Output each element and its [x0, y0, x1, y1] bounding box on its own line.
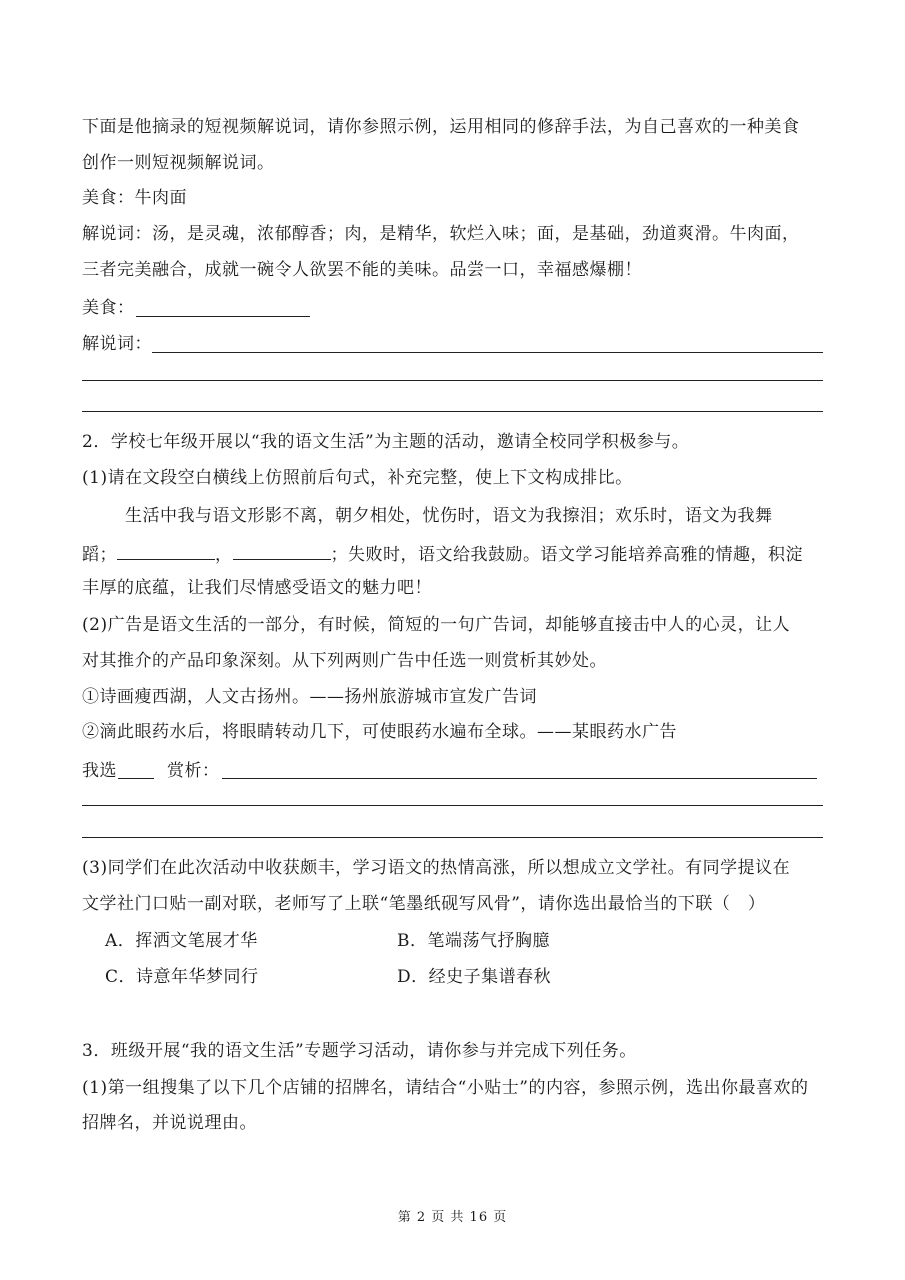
q2-part2-line-1: (2)广告是语文生活的一部分，有时候，简短的一句广告词，却能够直接击中人的心灵，让人 [82, 615, 791, 635]
q2-passage-start: 蹈； [82, 545, 117, 565]
example-desc-line-1: 解说词：汤，是灵魂，浓郁醇香；肉，是精华，软烂入味；面，是基础，劲道爽滑。牛肉面， [82, 224, 800, 244]
option-a[interactable]: A．挥洒文笔展才华 [105, 931, 258, 951]
desc-answer-blank-1[interactable] [152, 352, 823, 353]
food-answer-blank[interactable] [136, 316, 310, 317]
q2-title: 2．学校七年级开展以“我的语文生活”为主题的活动，邀请全校同学积极参与。 [82, 432, 690, 452]
q3-part1-line-1: (1)第一组搜集了以下几个店铺的招牌名，请结合“小贴士”的内容，参照示例，选出你最喜欢的 [82, 1078, 809, 1098]
food-label: 美食： [82, 298, 135, 318]
q3-title: 3．班级开展“我的语文生活”专题学习活动，请你参与并完成下列任务。 [82, 1041, 637, 1061]
q3-part1-line-2: 招牌名，并说说理由。 [82, 1113, 257, 1133]
q2-passage-sep: ， [215, 545, 233, 565]
page-number: 第 2 页 共 16 页 [397, 1210, 508, 1225]
q2-part3-line-1: (3)同学们在此次活动中收获颇丰，学习语文的热情高涨，所以想成立文学社。有同学提议在 [82, 858, 791, 878]
option-b[interactable]: B．笔端荡气抒胸臆 [397, 931, 550, 951]
q2-part3-line-2: 文学社门口贴一副对联，老师写了上联“笔墨纸砚写风骨”，请你选出最恰当的下联（ ） [82, 894, 766, 914]
option-d[interactable]: D．经史子集谱春秋 [397, 967, 552, 987]
desc-label: 解说词： [82, 334, 152, 354]
q2-choice-blank[interactable] [118, 778, 154, 779]
q2-passage-rest: ；失败时，语文给我鼓励。语文学习能培养高雅的情趣，积淀 [330, 545, 803, 565]
q2-part2-line-2: 对其推介的产品印象深刻。从下列两则广告中任选一则赏析其妙处。 [82, 651, 607, 671]
q2-ad-1: ①诗画瘦西湖，人文古扬州。——扬州旅游城市宣发广告词 [82, 687, 537, 707]
option-c[interactable]: C．诗意年华梦同行 [105, 967, 259, 987]
q2-blank-2[interactable] [233, 541, 331, 560]
q2-passage-line-2 [82, 541, 823, 567]
q2-analysis-label: 赏析： [167, 761, 220, 781]
q2-ad-2: ②滴此眼药水后，将眼睛转动几下，可使眼药水遍布全球。——某眼药水广告 [82, 722, 677, 742]
q2-passage-line-1: 生活中我与语文形影不离，朝夕相处，忧伤时，语文为我擦泪；欢乐时，语文为我舞 [125, 506, 773, 526]
desc-answer-blank-3[interactable] [82, 411, 823, 412]
example-food: 美食：牛肉面 [82, 188, 187, 208]
q2-analysis-blank-1[interactable] [222, 778, 817, 779]
q2-analysis-blank-2[interactable] [82, 805, 823, 806]
intro-line-1: 下面是他摘录的短视频解说词，请你参照示例，运用相同的修辞手法，为自己喜欢的一种美食 [82, 117, 800, 137]
intro-line-2: 创作一则短视频解说词。 [82, 153, 275, 173]
q2-analysis-blank-3[interactable] [82, 837, 823, 838]
example-desc-line-2: 三者完美融合，成就一碗令人欲罢不能的美味。品尝一口，幸福感爆棚！ [82, 260, 642, 280]
q2-blank-1[interactable] [117, 541, 215, 560]
desc-answer-blank-2[interactable] [82, 380, 823, 381]
q2-choose-label: 我选 [82, 761, 117, 781]
q2-part1-prompt: (1)请在文段空白横线上仿照前后句式，补充完整，使上下文构成排比。 [82, 468, 633, 488]
q2-passage-line-3: 丰厚的底蕴，让我们尽情感受语文的魅力吧！ [82, 578, 432, 598]
